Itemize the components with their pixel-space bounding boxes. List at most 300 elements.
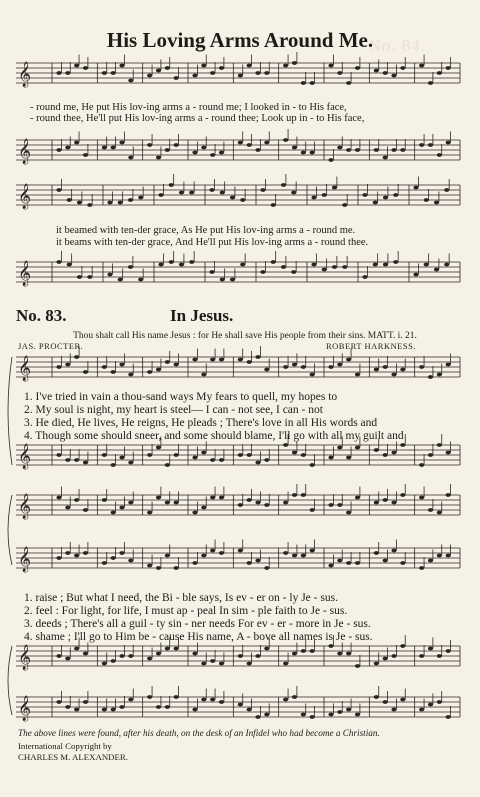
note-head	[255, 559, 260, 563]
note-head	[374, 69, 379, 73]
note-head	[240, 198, 245, 202]
note-head	[219, 496, 224, 500]
note-head	[238, 74, 243, 78]
clef-icon: 𝄞	[18, 547, 32, 572]
hymn-title: His Loving Arms Around Me.	[106, 28, 374, 52]
lyric-line: 4. shame ; I'll go to Him be - cause His name, A - bove all names is Je - sus.	[24, 631, 373, 643]
note-head	[301, 365, 306, 369]
note-head	[342, 265, 347, 269]
note-head	[292, 146, 297, 150]
note-head	[247, 64, 252, 68]
note-head	[355, 664, 360, 668]
note-head	[192, 652, 197, 656]
note-head	[247, 708, 252, 712]
note-head	[119, 363, 124, 367]
note-head	[219, 700, 224, 704]
note-head	[346, 708, 351, 712]
author-credit: JAS. PROCTER.	[18, 341, 84, 351]
note-head	[210, 496, 215, 500]
note-head	[437, 511, 442, 515]
note-head	[128, 156, 133, 160]
note-head	[128, 654, 133, 658]
note-head	[292, 554, 297, 558]
note-head	[255, 355, 260, 359]
note-head	[102, 453, 107, 457]
note-head	[83, 461, 88, 465]
note-head	[156, 156, 161, 160]
clef-icon: 𝄞	[18, 62, 32, 87]
note-head	[437, 700, 442, 704]
note-head	[201, 554, 206, 558]
note-head	[118, 201, 123, 205]
note-head	[169, 260, 174, 264]
note-head	[192, 456, 197, 460]
note-head	[247, 143, 252, 147]
note-head	[444, 263, 449, 267]
copyright-line: International Copyright by	[18, 741, 112, 751]
note-head	[201, 64, 206, 68]
note-head	[111, 708, 116, 712]
note-head	[260, 188, 265, 192]
note-head	[310, 373, 315, 377]
note-head	[419, 64, 424, 68]
note-head	[283, 698, 288, 702]
faint-page-number: No. 84.	[368, 36, 426, 55]
note-head	[437, 153, 442, 157]
note-head	[201, 146, 206, 150]
note-head	[328, 564, 333, 568]
note-head	[346, 561, 351, 565]
note-head	[77, 275, 82, 279]
note-head	[383, 559, 388, 563]
note-head	[210, 71, 215, 75]
note-head	[255, 148, 260, 152]
note-head	[147, 74, 152, 78]
note-head	[156, 368, 161, 372]
note-head	[301, 554, 306, 558]
note-head	[337, 363, 342, 367]
note-head	[156, 496, 161, 500]
note-head	[174, 695, 179, 699]
note-head	[65, 551, 70, 555]
note-head	[337, 71, 342, 75]
note-head	[391, 451, 396, 455]
note-head	[446, 649, 451, 653]
note-head	[446, 66, 451, 70]
note-head	[264, 503, 269, 507]
note-head	[400, 368, 405, 372]
note-head	[374, 148, 379, 152]
note-head	[174, 566, 179, 570]
note-head	[292, 363, 297, 367]
note-head	[56, 496, 61, 500]
note-head	[301, 81, 306, 85]
note-head	[264, 141, 269, 145]
note-head	[434, 201, 439, 205]
system-brace	[8, 646, 12, 715]
note-head	[446, 141, 451, 145]
note-head	[192, 511, 197, 515]
note-head	[65, 146, 70, 150]
note-head	[111, 146, 116, 150]
note-head	[65, 506, 70, 510]
note-head	[230, 196, 235, 200]
note-head	[165, 360, 170, 364]
note-head	[128, 265, 133, 269]
note-head	[400, 493, 405, 497]
note-head	[400, 443, 405, 447]
note-head	[292, 695, 297, 699]
note-head	[391, 708, 396, 712]
note-head	[391, 148, 396, 152]
note-head	[310, 549, 315, 553]
note-head	[65, 657, 70, 661]
note-head	[310, 715, 315, 719]
note-head	[264, 368, 269, 372]
note-head	[400, 698, 405, 702]
note-head	[346, 148, 351, 152]
note-head	[374, 551, 379, 555]
note-head	[240, 263, 245, 267]
note-head	[346, 456, 351, 460]
note-head	[156, 652, 161, 656]
note-head	[201, 373, 206, 377]
note-head	[346, 511, 351, 515]
clef-icon: 𝄞	[18, 645, 32, 670]
note-head	[400, 644, 405, 648]
note-head	[301, 649, 306, 653]
note-head	[247, 498, 252, 502]
note-head	[383, 196, 388, 200]
note-head	[383, 365, 388, 369]
note-head	[292, 493, 297, 497]
note-head	[310, 508, 315, 512]
note-head	[328, 158, 333, 162]
note-head	[247, 561, 252, 565]
system-brace	[8, 495, 12, 565]
note-head	[301, 713, 306, 717]
note-head	[301, 453, 306, 457]
note-head	[219, 662, 224, 666]
note-head	[111, 556, 116, 560]
note-head	[337, 503, 342, 507]
note-head	[355, 66, 360, 70]
note-head	[400, 66, 405, 70]
note-head	[56, 71, 61, 75]
note-head	[56, 700, 61, 704]
note-head	[255, 71, 260, 75]
note-head	[119, 705, 124, 709]
note-head	[56, 365, 61, 369]
note-head	[328, 713, 333, 717]
note-head	[391, 501, 396, 505]
note-head	[424, 198, 429, 202]
note-head	[210, 458, 215, 462]
note-head	[346, 652, 351, 656]
note-head	[111, 370, 116, 374]
note-head	[189, 191, 194, 195]
note-head	[174, 501, 179, 505]
clef-icon: 𝄞	[18, 139, 32, 164]
note-head	[74, 708, 79, 712]
note-head	[264, 713, 269, 717]
note-head	[292, 652, 297, 656]
note-head	[374, 501, 379, 505]
scripture-verse: Thou shalt call His name Jesus : for He shall save His people from their sins. MATT. i. 21.	[73, 331, 417, 341]
note-head	[332, 265, 337, 269]
note-head	[111, 659, 116, 663]
note-head	[74, 64, 79, 68]
note-head	[419, 708, 424, 712]
note-head	[383, 498, 388, 502]
note-head	[138, 196, 143, 200]
note-head	[373, 263, 378, 267]
note-head	[310, 151, 315, 155]
clef-icon: 𝄞	[18, 696, 32, 721]
note-head	[419, 365, 424, 369]
clef-icon: 𝄞	[18, 444, 32, 469]
note-head	[238, 654, 243, 658]
note-head	[56, 260, 61, 264]
note-head	[355, 561, 360, 565]
note-head	[419, 654, 424, 658]
note-head	[83, 370, 88, 374]
note-head	[310, 81, 315, 85]
note-head	[446, 554, 451, 558]
note-head	[383, 700, 388, 704]
note-head	[74, 458, 79, 462]
note-head	[165, 148, 170, 152]
note-head	[83, 551, 88, 555]
note-head	[147, 657, 152, 661]
note-head	[165, 554, 170, 558]
footnote: The above lines were found, after his death, on the desk of an Infidel who had become a Christian.	[18, 728, 380, 738]
lyric-line: 3. He died, He lives, He reigns, He pleads ; There's love in all His words and	[24, 417, 378, 429]
lyric-line: 1. I've tried in vain a thou-sand ways My fears to quell, my hopes to	[24, 391, 338, 403]
note-head	[437, 554, 442, 558]
lyric-line: 2. My soul is night, my heart is steel— I can - not see, I can - not	[24, 404, 323, 416]
note-head	[419, 143, 424, 147]
note-head	[413, 273, 418, 277]
note-head	[373, 201, 378, 205]
note-head	[400, 561, 405, 565]
note-head	[446, 451, 451, 455]
note-head	[107, 273, 112, 277]
note-head	[346, 358, 351, 362]
note-head	[174, 647, 179, 651]
note-head	[437, 71, 442, 75]
note-head	[328, 503, 333, 507]
note-head	[391, 654, 396, 658]
note-head	[419, 566, 424, 570]
note-head	[428, 375, 433, 379]
note-head	[83, 66, 88, 70]
note-head	[128, 198, 133, 202]
note-head	[301, 493, 306, 497]
note-head	[102, 561, 107, 565]
lyric-line: - round thee, He'll put His lov-ing arms a - round thee; Look up in - to His face,	[30, 113, 365, 124]
note-head	[67, 263, 72, 267]
note-head	[56, 188, 61, 192]
note-head	[165, 647, 170, 651]
note-head	[362, 275, 367, 279]
note-head	[102, 708, 107, 712]
note-head	[219, 151, 224, 155]
note-head	[283, 551, 288, 555]
note-head	[174, 363, 179, 367]
note-head	[209, 188, 214, 192]
note-head	[301, 151, 306, 155]
note-head	[446, 493, 451, 497]
note-head	[165, 501, 170, 505]
note-head	[156, 705, 161, 709]
note-head	[210, 358, 215, 362]
note-head	[437, 654, 442, 658]
note-head	[219, 66, 224, 70]
note-head	[322, 193, 327, 197]
note-head	[391, 549, 396, 553]
note-head	[428, 508, 433, 512]
note-head	[102, 365, 107, 369]
note-head	[337, 559, 342, 563]
note-head	[238, 141, 243, 145]
note-head	[247, 360, 252, 364]
note-head	[179, 191, 184, 195]
note-head	[428, 143, 433, 147]
note-head	[156, 566, 161, 570]
note-head	[328, 644, 333, 648]
note-head	[260, 270, 265, 274]
note-head	[219, 458, 224, 462]
note-head	[283, 64, 288, 68]
note-head	[264, 647, 269, 651]
note-head	[428, 703, 433, 707]
note-head	[119, 64, 124, 68]
hymn-number: No. 83.	[16, 306, 67, 325]
note-head	[119, 551, 124, 555]
note-head	[128, 559, 133, 563]
note-head	[209, 270, 214, 274]
note-head	[119, 141, 124, 145]
clef-icon: 𝄞	[18, 356, 32, 381]
note-head	[281, 183, 286, 187]
lyric-line: 4. Though some should sneer, and some should blame, I'll go with all my guilt and	[24, 430, 404, 442]
note-head	[165, 705, 170, 709]
note-head	[201, 506, 206, 510]
note-head	[158, 193, 163, 197]
note-head	[192, 151, 197, 155]
note-head	[156, 446, 161, 450]
note-head	[238, 358, 243, 362]
note-head	[174, 453, 179, 457]
note-head	[355, 496, 360, 500]
note-head	[255, 715, 260, 719]
lyric-line: - round me, He put His lov-ing arms a - round me; I looked in - to His face,	[30, 102, 347, 113]
note-head	[192, 708, 197, 712]
note-head	[393, 193, 398, 197]
note-head	[230, 278, 235, 282]
note-head	[56, 148, 61, 152]
note-head	[428, 559, 433, 563]
note-head	[383, 263, 388, 267]
note-head	[83, 700, 88, 704]
note-head	[210, 698, 215, 702]
note-head	[374, 695, 379, 699]
note-head	[165, 66, 170, 70]
note-head	[220, 191, 225, 195]
note-head	[434, 268, 439, 272]
note-head	[247, 662, 252, 666]
note-head	[337, 446, 342, 450]
note-head	[374, 368, 379, 372]
note-head	[424, 263, 429, 267]
note-head	[147, 453, 152, 457]
note-head	[283, 501, 288, 505]
note-head	[311, 196, 316, 200]
note-head	[292, 61, 297, 65]
note-head	[291, 270, 296, 274]
note-head	[271, 260, 276, 264]
copyright	[18, 741, 128, 762]
clef-icon: 𝄞	[18, 261, 32, 286]
note-head	[310, 463, 315, 467]
note-head	[374, 662, 379, 666]
note-head	[264, 458, 269, 462]
note-head	[118, 278, 123, 282]
note-head	[138, 278, 143, 282]
note-head	[65, 363, 70, 367]
note-head	[210, 659, 215, 663]
hymn-title-2: In Jesus.	[170, 306, 234, 325]
note-head	[83, 508, 88, 512]
note-head	[322, 268, 327, 272]
note-head	[102, 71, 107, 75]
note-head	[437, 443, 442, 447]
note-head	[111, 463, 116, 467]
note-head	[74, 554, 79, 558]
lyric-line: it beams with ten-der grace, And He'll put His lov-ing arms a - round thee.	[56, 237, 369, 248]
note-head	[56, 453, 61, 457]
note-head	[147, 370, 152, 374]
note-head	[271, 203, 276, 207]
note-head	[210, 153, 215, 157]
note-head	[107, 201, 112, 205]
note-head	[119, 654, 124, 658]
note-head	[192, 561, 197, 565]
note-head	[342, 203, 347, 207]
note-head	[219, 551, 224, 555]
note-head	[65, 458, 70, 462]
note-head	[413, 186, 418, 190]
note-head	[255, 654, 260, 658]
lyric-line: it beamed with ten-der grace, As He put His lov-ing arms a - round me.	[56, 225, 356, 236]
note-head	[238, 549, 243, 553]
note-head	[283, 138, 288, 142]
note-head	[383, 156, 388, 160]
note-head	[119, 506, 124, 510]
note-head	[128, 461, 133, 465]
note-head	[400, 148, 405, 152]
note-head	[393, 260, 398, 264]
note-head	[255, 501, 260, 505]
note-head	[77, 201, 82, 205]
note-head	[201, 698, 206, 702]
note-head	[428, 647, 433, 651]
note-head	[362, 193, 367, 197]
note-head	[391, 373, 396, 377]
note-head	[147, 511, 152, 515]
note-head	[74, 498, 79, 502]
